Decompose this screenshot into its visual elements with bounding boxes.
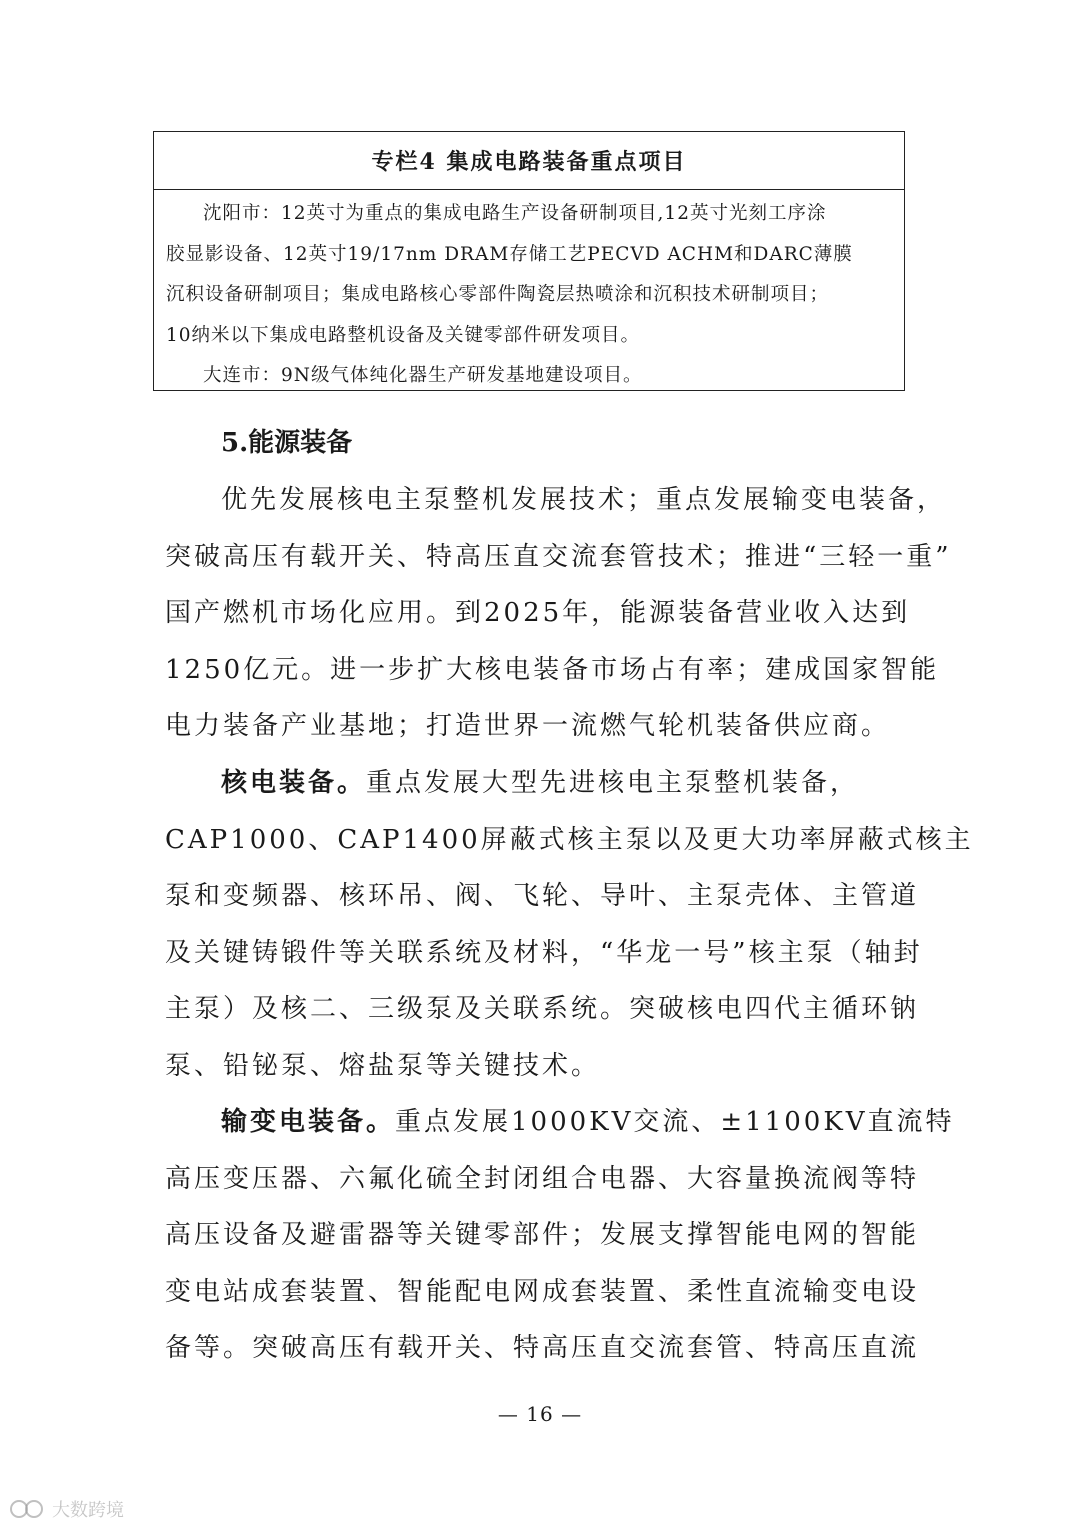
text-line: 备等。突破高压有载开关、特高压直交流套管、特高压直流 <box>165 1333 920 1364</box>
text-line: 突破高压有载开关、特高压直交流套管技术；推进“三轻一重” <box>165 541 952 572</box>
text-line <box>165 1094 955 1151</box>
text-line: 主泵）及核二、三级泵及关联系统。突破核电四代主循环钠 <box>165 994 920 1025</box>
box-line: 沈阳市：12英寸为重点的集成电路生产设备研制项目,12英寸光刻工序涂 <box>203 203 827 224</box>
watermark-text: 大数跨境 <box>52 1500 124 1521</box>
box-paragraph-shenyang <box>166 194 894 356</box>
text-line: 电力装备产业基地；打造世界一流燃气轮机装备供应商。 <box>165 711 891 742</box>
text-line: 1250亿元。进一步扩大核电装备市场占有率；建成国家智能 <box>165 654 940 685</box>
text-line: 国产燃机市场化应用。到2025年，能源装备营业收入达到 <box>165 598 911 629</box>
lead-term: 输变电装备。 <box>221 1107 396 1137</box>
lead-rest: 重点发展1000KV交流、±1100KV直流特 <box>395 1107 955 1137</box>
text-line: 泵和变频器、核环吊、阀、飞轮、导叶、主泵壳体、主管道 <box>165 881 920 912</box>
box-paragraph-dalian <box>166 356 894 397</box>
box-line: 沉积设备研制项目；集成电路核心零部件陶瓷层热喷涂和沉积技术研制项目； <box>166 284 830 305</box>
text-line: 泵、铅铋泵、熔盐泵等关键技术。 <box>165 1050 601 1081</box>
box-line: 胶显影设备、12英寸19/17nm DRAM存储工艺PECVD ACHM和DARC薄膜 <box>166 243 853 265</box>
text-line: 高压变压器、六氟化硫全封闭组合电器、大容量换流阀等特 <box>165 1163 920 1194</box>
text-line: CAP1000、CAP1400屏蔽式核主泵以及更大功率屏蔽式核主 <box>165 824 974 855</box>
text-line: 变电站成套装置、智能配电网成套装置、柔性直流输变电设 <box>165 1276 920 1307</box>
lead-term: 核电装备。 <box>221 768 367 798</box>
text-line <box>165 755 925 812</box>
box-line: 大连市：9N级气体纯化器生产研发基地建设项目。 <box>203 365 643 386</box>
box-body <box>154 190 904 397</box>
lead-rest: 重点发展大型先进核电主泵整机装备， <box>366 768 860 798</box>
section-heading: 5.能源装备 <box>221 428 353 458</box>
body-paragraph-1 <box>165 472 952 755</box>
watermark <box>8 1496 124 1522</box>
body-paragraph-transmission <box>165 1094 955 1377</box>
text-line: 及关键铸锻件等关联系统及材料，“华龙一号”核主泵（轴封 <box>165 937 923 968</box>
box-title: 专栏4 集成电路装备重点项目 <box>154 132 904 190</box>
text-line: 优先发展核电主泵整机发展技术；重点发展输变电装备， <box>221 485 947 515</box>
feature-box <box>153 131 905 391</box>
watermark-logo-icon <box>8 1498 48 1520</box>
box-line: 10纳米以下集成电路整机设备及关键零部件研发项目。 <box>166 324 641 346</box>
page-number: — 16 — <box>497 1402 583 1426</box>
text-line: 高压设备及避雷器等关键零部件；发展支撑智能电网的智能 <box>165 1220 920 1251</box>
body-paragraph-nuclear <box>165 755 974 1095</box>
